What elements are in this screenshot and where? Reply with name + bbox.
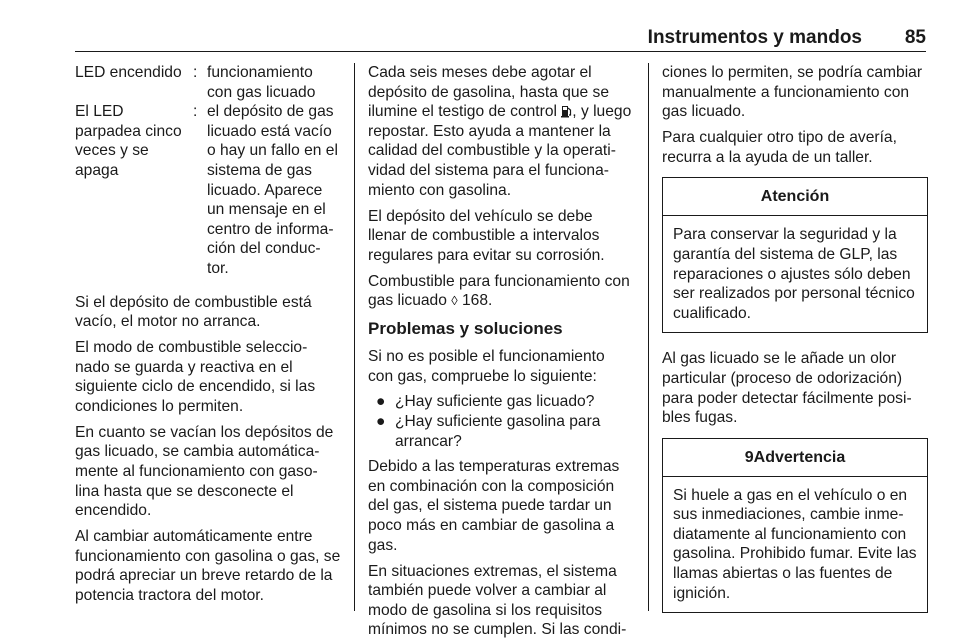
column-divider — [354, 63, 355, 611]
definition-description: el depósito de gas licuado está vacío o hay un fallo en el sistema de gas licuado. Aparece un mensaje en el centro de informa-ción del conduc-tor. — [207, 103, 338, 277]
paragraph: Al gas licuado se le añade un olor particular (proceso de odorización) para poder detectar fácilmente posi-bles fugas. — [662, 350, 912, 427]
warning-title: Advertencia — [753, 448, 846, 466]
paragraph: El depósito del vehículo se debe llenar de combustible a intervalos regulares para evitar su corrosión. — [368, 207, 605, 264]
paragraph — [368, 63, 634, 200]
list-item — [368, 412, 634, 451]
page-header — [75, 28, 926, 52]
column-2 — [368, 63, 634, 642]
list-item-text: ¿Hay suficiente gas licuado? — [395, 393, 595, 411]
paragraph: En situaciones extremas, el sistema también puede volver a cambiar al modo de gasolina si los requisitos mínimos no se cumplen. Si las condi- — [368, 562, 627, 639]
definition-colon: : — [193, 103, 198, 121]
column-1 — [75, 63, 341, 612]
paragraph — [368, 272, 634, 311]
page-title: Instrumentos y mandos — [647, 27, 862, 48]
definition-row — [75, 102, 341, 278]
paragraph: En cuanto se vacían los depósitos de gas licuado, se cambia automática-mente al funcionamiento con gaso-lina hasta que se desconecte el encendido. — [75, 423, 334, 520]
text: Cada seis meses debe agotar el depósito de gasolina, hasta que se ilumine el testigo de control — [368, 64, 610, 121]
attention-box — [662, 177, 928, 333]
paragraph: Si el depósito de combustible está vacío, el motor no arranca. — [75, 293, 312, 331]
bullet-list — [368, 392, 634, 451]
list-item-text: ¿Hay suficiente gasolina para arrancar? — [395, 413, 601, 450]
column-3 — [662, 63, 928, 629]
paragraph: Debido a las temperaturas extremas en combinación con la composición del gas, el sistema puede tardar un poco más en cambiar de gasolina a gas. — [368, 458, 620, 554]
definition-description: funcionamiento con gas licuado — [207, 64, 316, 101]
warning-header — [663, 439, 927, 477]
paragraph: ciones lo permiten, se podría cambiar manualmente a funcionamiento con gas licuado. — [662, 64, 923, 121]
fuel-gauge-icon — [561, 104, 572, 117]
definition-term: El LED parpadea cinco veces y se apaga — [75, 103, 182, 179]
text: Combustible para funcionamiento con gas licuado — [368, 272, 630, 310]
section-heading: Problemas y soluciones — [368, 318, 563, 338]
paragraph: Al cambiar automáticamente entre funcionamiento con gasolina o gas, se podrá apreciar un breve retardo de la potencia tractora del motor. — [75, 528, 341, 605]
paragraph: Para cualquier otro tipo de avería, recurra a la ayuda de un taller. — [662, 129, 897, 166]
paragraph: Si no es posible el funcionamiento con gas, compruebe lo siguiente: — [368, 347, 605, 385]
definition-row — [75, 63, 341, 102]
page-reference-link[interactable]: 168. — [457, 292, 493, 310]
definition-term: LED encendido — [75, 64, 182, 81]
list-item — [368, 392, 634, 412]
attention-title: Atención — [663, 178, 927, 216]
paragraph: El modo de combustible seleccio-nado se guarda y reactiva en el siguiente ciclo de encendido, si las condiciones lo permiten. — [75, 339, 316, 415]
column-divider — [648, 63, 649, 611]
attention-body: Para conservar la seguridad y la garantía del sistema de GLP, las reparaciones o ajustes sólo deben ser realizados por personal técnico cualificado. — [673, 226, 915, 322]
text: , y luego repostar. Esto ayuda a mantener la calidad del combustible y la operati-vidad del sistema para el funciona-miento con gasolina. — [368, 103, 632, 199]
page-number: 85 — [904, 27, 926, 48]
warning-body: Si huele a gas en el vehículo o en sus inmediaciones, cambie inme-diatamente al funcionamiento con gasolina. Prohibido fumar. Evite las llamas abiertas o las fuentes de ignición. — [673, 486, 917, 602]
warning-icon: 9 — [744, 448, 754, 466]
bullet-icon: ● — [376, 413, 386, 431]
page-reference-icon: ◊ — [451, 293, 458, 309]
warning-box — [662, 438, 928, 614]
bullet-icon: ● — [376, 393, 386, 411]
definition-colon: : — [193, 64, 198, 81]
